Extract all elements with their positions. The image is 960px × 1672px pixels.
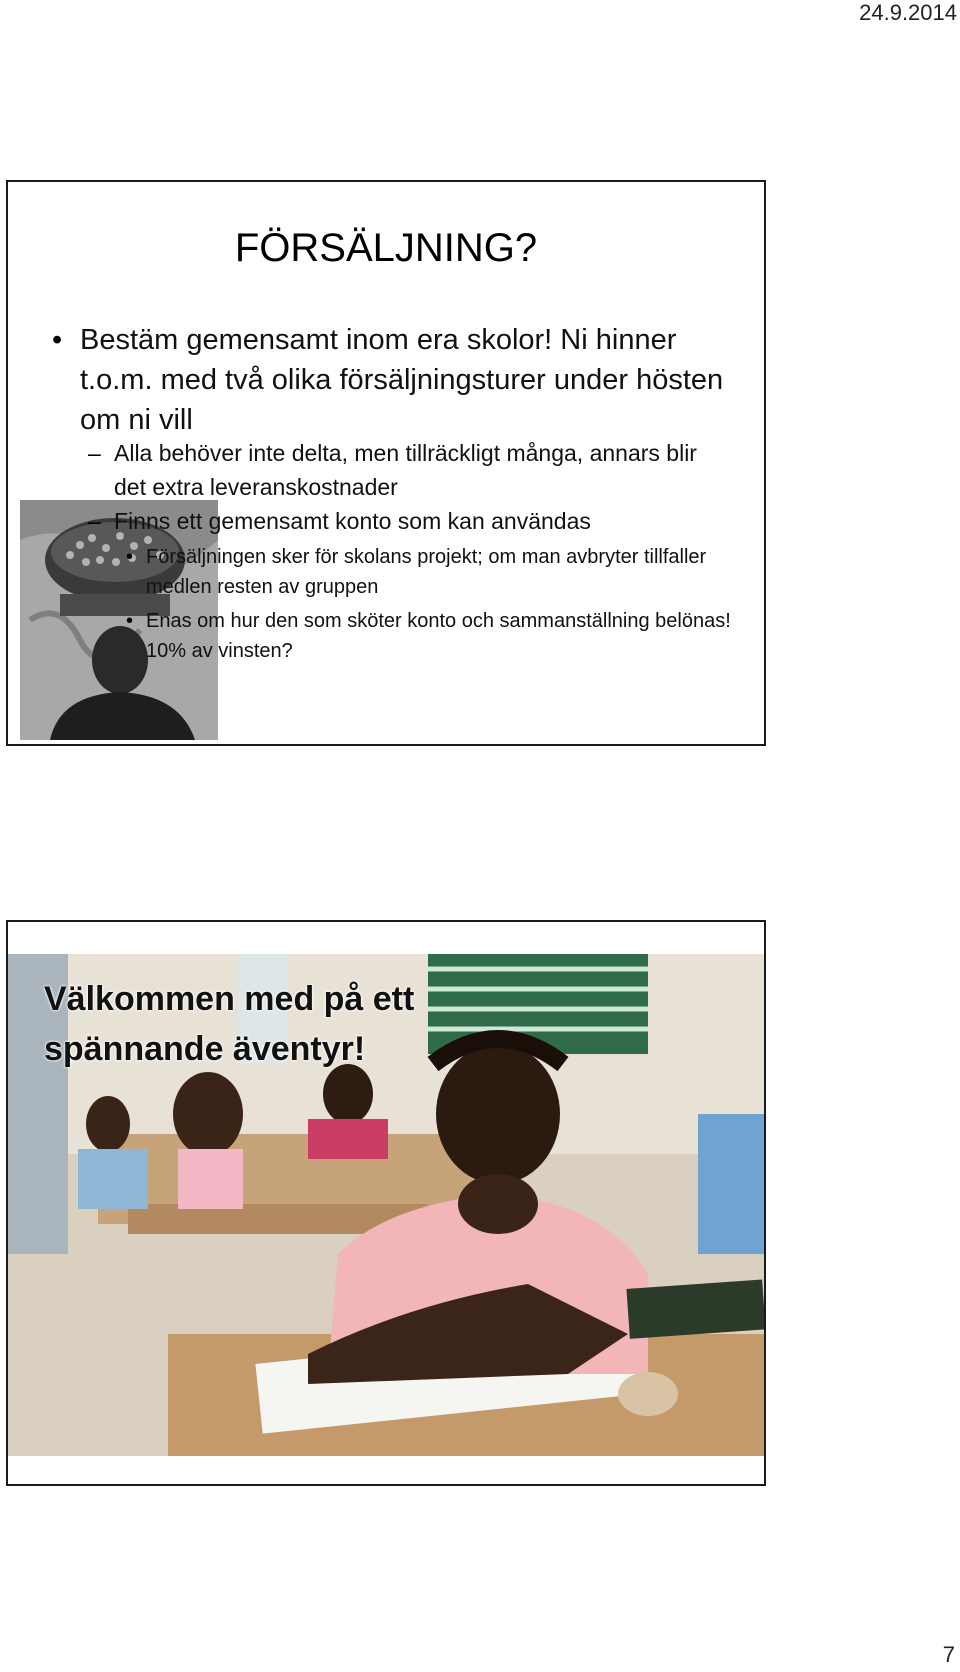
dash-marker: – (88, 508, 101, 534)
welcome-heading: Välkommen med på ett spännande äventyr! (44, 980, 415, 1068)
sub-sub-item: Försäljningen sker för skolans projekt; om man avbryter tillfaller medlen resten av gruppen (146, 546, 707, 598)
sub-bullet-dot: • (126, 610, 134, 632)
date-header: 24.9.2014 (859, 0, 957, 25)
bullet-dot: • (52, 324, 63, 356)
slide-forsaljning (6, 180, 766, 746)
sub-bullet-dot: • (126, 546, 134, 568)
main-bullet: Bestäm gemensamt inom era skolor! Ni hinner t.o.m. med två olika försäljningsturer under hösten om ni vill (80, 324, 724, 436)
dash-marker: – (88, 440, 101, 466)
sub-item: Alla behöver inte delta, men tillräckligt många, annars blir det extra leveranskostnader (114, 440, 697, 500)
page-number: 7 (942, 1642, 955, 1667)
slide-welcome (6, 920, 766, 1486)
slide-title: FÖRSÄLJNING? (234, 226, 538, 270)
sub-item: Finns ett gemensamt konto som kan användas (114, 508, 591, 534)
sub-sub-item: Enas om hur den som sköter konto och sammanställning belönas! 10% av vinsten? (146, 610, 731, 662)
